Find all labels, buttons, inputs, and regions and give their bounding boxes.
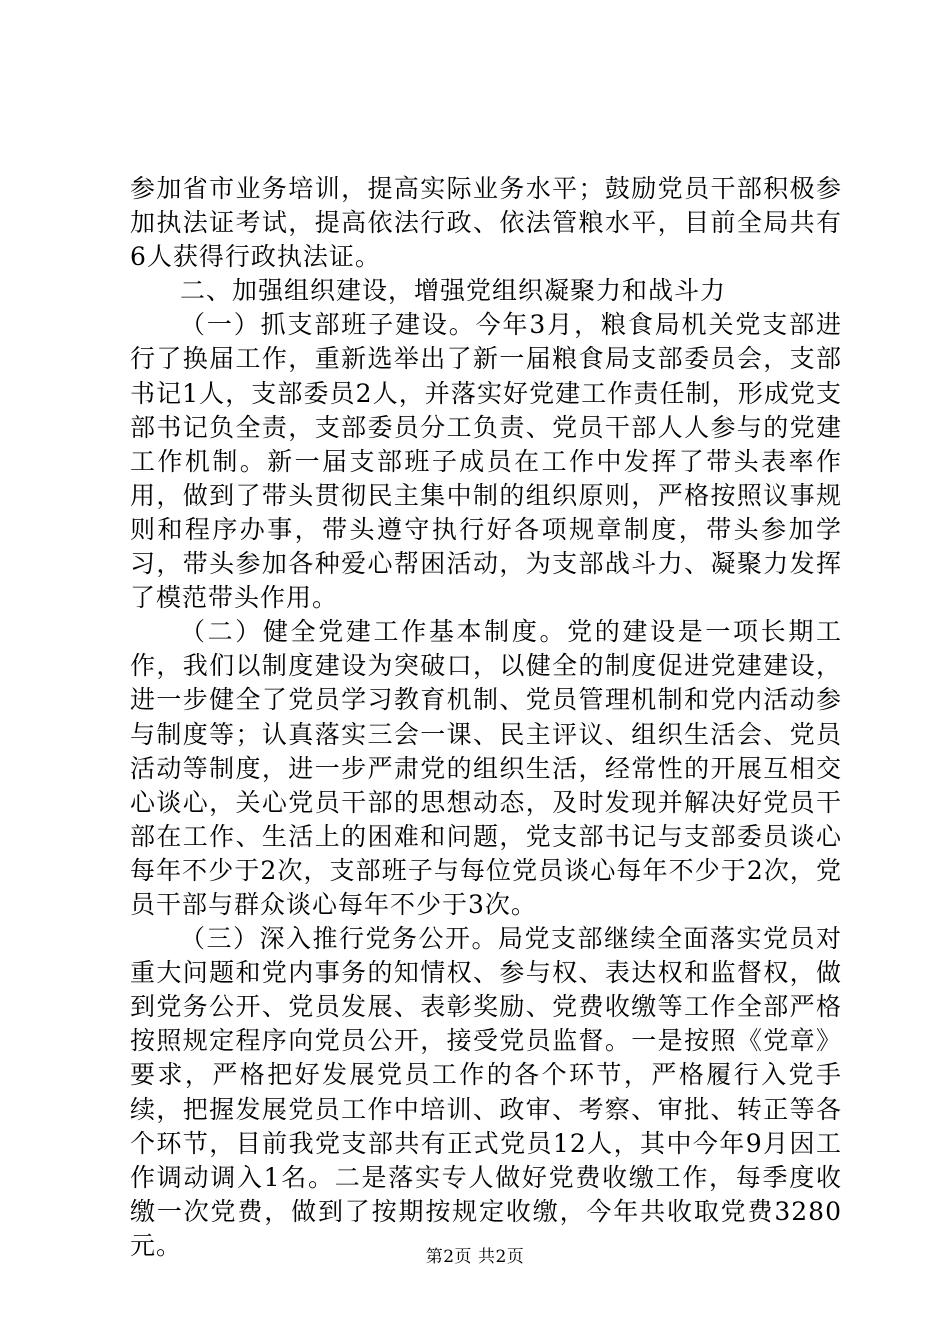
section-heading: 二、加强组织建设，增强党组织凝聚力和战斗力 [180,276,727,306]
paragraph-item-1: （一）抓支部班子建设。今年3月，粮食局机关党支部进行了换届工作，重新选举出了新一届粮食局支部委员会，支部书记1人，支部委员2人，并落实好党建工作责任制，形成党支部书记负全责，支部委员分工负责、党员干部人人参与的党建工作机制。新一届支部班子成员在工作中发挥了带头表率作用，做到了带头贯彻民主集中制的组织原则，严格按照议事规则和程序办事，带头遵守执行好各项规章制度，带头参加学习，带头参加各种爱心帮困活动，为支部战斗力、凝聚力发挥了模范带头作用。 [130,310,842,613]
page-footer: 第2页 共2页 [425,1247,525,1267]
paragraph-item-2: （二）健全党建工作基本制度。党的建设是一项长期工作，我们以制度建设为突破口，以健全的制度促进党建建设，进一步健全了党员学习教育机制、党员管理机制和党内活动参与制度等；认真落实三会一课、民主评议、组织生活会、党员活动等制度，进一步严肃党的组织生活，经常性的开展互相交心谈心，关心党员干部的思想动态，及时发现并解决好党员干部在工作、生活上的困难和问题，党支部书记与支部委员谈心每年不少于2次，支部班子与每位党员谈心每年不少于2次，党员干部与群众谈心每年不少于3次。 [130,617,842,919]
paragraph-continued: 参加省市业务培训，提高实际业务水平；鼓励党员干部积极参加执法证考试，提高依法行政、依法管粮水平，目前全局共有6人获得行政执法证。 [130,174,842,272]
document-body [130,172,842,1263]
paragraph-item-3: （三）深入推行党务公开。局党支部继续全面落实党员对重大问题和党内事务的知情权、参与权、表达权和监督权，做到党务公开、党员发展、表彰奖励、党费收缴等工作全部严格按照规定程序向党员公开，接受党员监督。一是按照《党章》要求，严格把好发展党员工作的各个环节，严格履行入党手续，把握发展党员工作中培训、政审、考察、审批、转正等各个环节，目前我党支部共有正式党员12人，其中今年9月因工作调动调入1名。二是落实专人做好党费收缴工作，每季度收缴一次党费，做到了按期按规定收缴，今年共收取党费3280元。 [130,924,842,1260]
